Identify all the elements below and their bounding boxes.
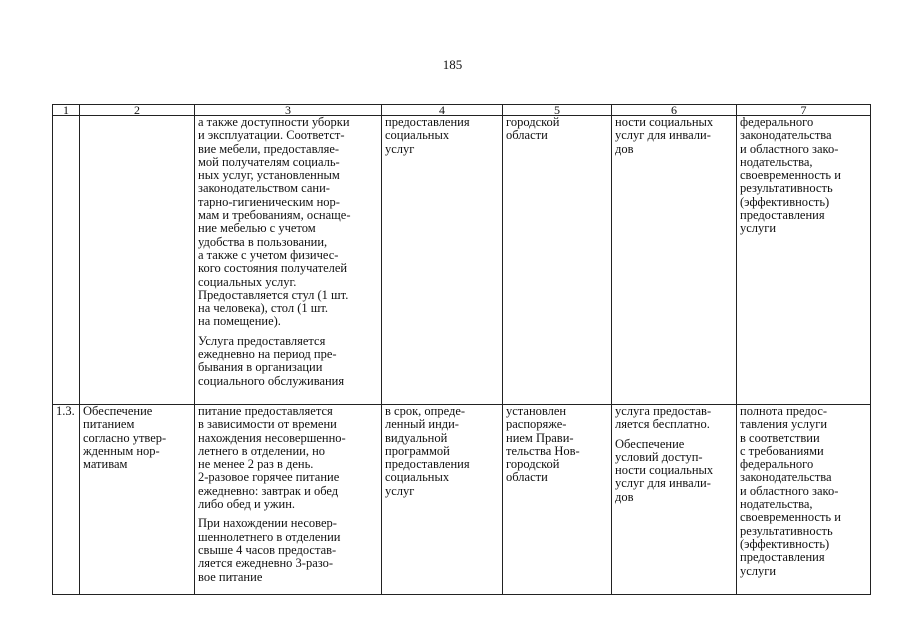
conditions-cell — [612, 405, 737, 595]
description-paragraph: При нахождении несовер- шеннолетнего в отделении свыше 4 часов предостав- ляется ежедневно 3-разо- вое питание — [198, 516, 341, 584]
header-cell: 5 — [503, 105, 612, 116]
indicators-cell: федерального законодательства и областного зако- нодательства, своевременность и результативность (эффективность) предоставления услуги — [737, 116, 871, 405]
term-cell: в срок, опреде- ленный инди- видуальной программой предоставления социальных услуг — [382, 405, 503, 595]
service-name-cell: Обеспечение питанием согласно утвер- жденным нор- мативам — [80, 405, 195, 595]
tariff-cell: установлен распоряже- нием Прави- тельства Нов- городской области — [503, 405, 612, 595]
table-row-1-3 — [53, 405, 871, 595]
tariff-cell: городской области — [503, 116, 612, 405]
conditions-paragraph: Обеспечение условий доступ- ности социальных услуг для инвали- дов — [615, 436, 714, 504]
description-paragraph: а также доступности уборки и эксплуатации. Соответст- вие мебели, предоставляе- мой получателям социаль- ных услуг, установленным законодательством сани- тарно-гигиеническим нор- мам и требованиям, оснаще- ние мебелью с учетом удобства в пользовании, а также с учетом физичес- кого состояния получателей социальных услуг. Предоставляется стул (1 шт. на человека), стол (1 шт. на помещение). — [198, 115, 351, 329]
header-cell: 6 — [612, 105, 737, 116]
header-cell: 1 — [53, 105, 80, 116]
services-table — [52, 104, 871, 595]
header-cell: 2 — [80, 105, 195, 116]
service-description-cell — [195, 405, 382, 595]
conditions-cell: ности социальных услуг для инвали- дов — [612, 116, 737, 405]
header-cell: 4 — [382, 105, 503, 116]
header-cell: 3 — [195, 105, 382, 116]
service-description-cell — [195, 116, 382, 405]
row-number-cell — [53, 116, 80, 405]
description-paragraph: Услуга предоставляется ежедневно на период пре- бывания в организации социального обслуживания — [198, 333, 345, 388]
table-row-continued — [53, 116, 871, 405]
header-cell: 7 — [737, 105, 871, 116]
table-header-row — [53, 105, 871, 116]
service-name-cell — [80, 116, 195, 405]
indicators-cell: полнота предос- тавления услуги в соответствии с требованиями федерального законодательства и областного зако- нодательства, своевременность и результативность (эффективность) предоставления услуги — [737, 405, 871, 595]
conditions-paragraph: услуга предостав- ляется бесплатно. — [615, 404, 712, 432]
description-paragraph: питание предоставляется в зависимости от времени нахождения несовершенно- летнего в отделении, но не менее 2 раз в день. 2-разовое горячее питание ежедневно: завтрак и обед либо обед и ужин. — [198, 404, 346, 512]
row-number-cell: 1.3. — [53, 405, 80, 595]
term-cell: предоставления социальных услуг — [382, 116, 503, 405]
page-number: 185 — [442, 57, 463, 72]
